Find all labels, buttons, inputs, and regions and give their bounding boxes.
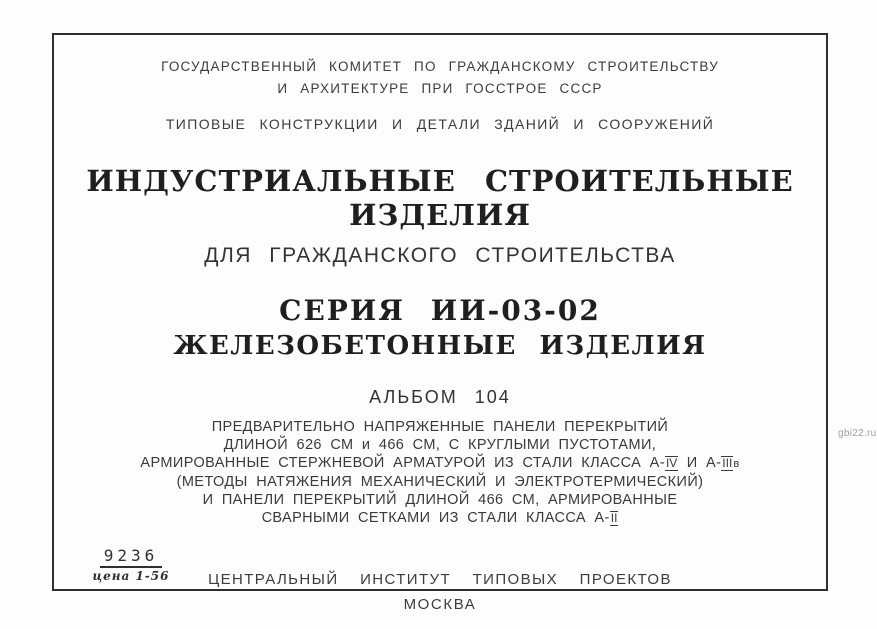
steel-class-roman-iv: IV (665, 456, 678, 470)
description-line-5: И ПАНЕЛИ ПЕРЕКРЫТИЙ ДЛИНОЙ 466 СМ, АРМИРОВАННЫЕ (202, 492, 678, 508)
description-line-3: АРМИРОВАННЫЕ СТЕРЖНЕВОЙ АРМАТУРОЙ ИЗ СТАЛИ КЛАССА А-IV И А-IIIв (140, 455, 740, 471)
description-line-6: СВАРНЫМИ СЕТКАМИ ИЗ СТАЛИ КЛАССА А-II (261, 510, 618, 526)
document-subtitle: ДЛЯ ГРАЖДАНСКОГО СТРОИТЕЛЬСТВА (204, 244, 676, 267)
publisher-city: МОСКВА (403, 596, 477, 613)
album-number: АЛЬБОМ 104 (369, 387, 511, 407)
document-number-block (75, 546, 187, 583)
series-subject: ЖЕЛЕЗОБЕТОННЫЕ ИЗДЕЛИЯ (173, 331, 707, 361)
description-line-2: ДЛИНОЙ 626 СМ и 466 СМ, С КРУГЛЫМИ ПУСТОТАМИ, (223, 437, 657, 453)
publisher-name: ЦЕНТРАЛЬНЫЙ ИНСТИТУТ ТИПОВЫХ ПРОЕКТОВ (208, 571, 672, 588)
series-number: СЕРИЯ ИИ-03-02 (279, 294, 601, 327)
steel-class-roman-ii: II (610, 511, 618, 525)
price-stamp: цена 1-56 (92, 569, 170, 583)
committee-name-line2: И АРХИТЕКТУРЕ ПРИ ГОССТРОЕ СССР (277, 81, 603, 96)
document-title: ИНДУСТРИАЛЬНЫЕ СТРОИТЕЛЬНЫЕ ИЗДЕЛИЯ (86, 164, 794, 232)
description-line-1: ПРЕДВАРИТЕЛЬНО НАПРЯЖЕННЫЕ ПАНЕЛИ ПЕРЕКРЫТИЙ (211, 419, 669, 435)
steel-class-roman-iii: III (722, 456, 733, 470)
collection-name: ТИПОВЫЕ КОНСТРУКЦИИ И ДЕТАЛИ ЗДАНИЙ И СООРУЖЕНИЙ (165, 116, 715, 132)
steel-class-suffix: в (733, 458, 740, 470)
site-watermark: gbi22.ru (838, 428, 877, 439)
title-page-content (52, 33, 828, 613)
contents-description (140, 418, 739, 527)
description-line-4: (МЕТОДЫ НАТЯЖЕНИЯ МЕХАНИЧЕСКИЙ И ЭЛЕКТРОТЕРМИЧЕСКИЙ) (176, 474, 704, 490)
committee-name-line1: ГОСУДАРСТВЕННЫЙ КОМИТЕТ ПО ГРАЖДАНСКОМУ СТРОИТЕЛЬСТВУ (161, 59, 719, 74)
document-number: 9236 (100, 546, 163, 568)
